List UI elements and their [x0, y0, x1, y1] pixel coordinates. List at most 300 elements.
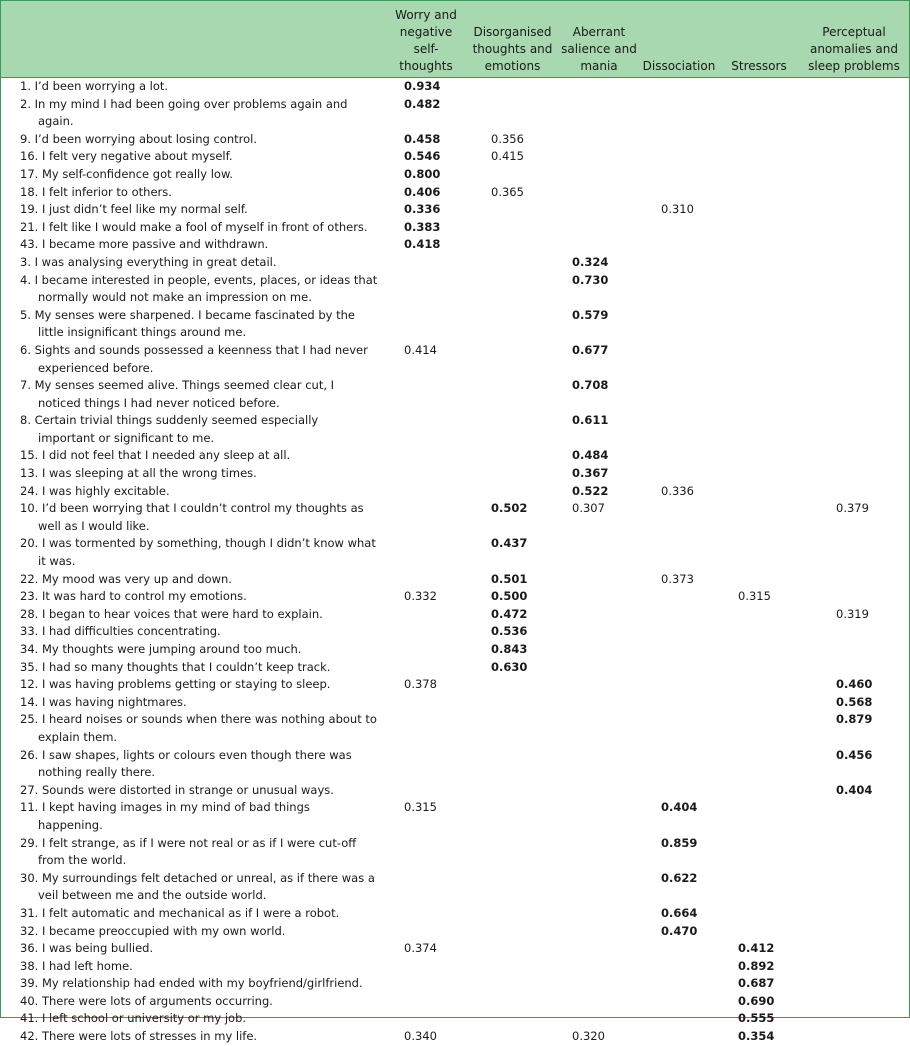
loading-worry [386, 923, 466, 941]
loading-perceptual: 0.879 [836, 712, 873, 727]
loading-worry [386, 782, 466, 800]
loading-perceptual [799, 96, 909, 131]
table-row [1, 447, 909, 465]
loading-perceptual: 0.460 [836, 677, 873, 692]
loading-disorganised [466, 78, 559, 96]
loading-perceptual [799, 201, 909, 219]
loading-disorganised [466, 483, 559, 501]
table-row [1, 782, 909, 800]
loading-stressors [719, 623, 799, 641]
loading-disorganised [466, 96, 559, 131]
loading-aberrant-salience [559, 166, 639, 184]
loading-disorganised: 0.501 [491, 571, 528, 586]
loading-stressors [719, 483, 799, 501]
loading-aberrant-salience [559, 588, 639, 606]
item-cell [1, 412, 386, 447]
loading-perceptual [799, 377, 909, 412]
loading-worry: 0.315 [404, 800, 437, 815]
loading-perceptual [799, 465, 909, 483]
item-cell [1, 975, 386, 993]
item-cell [1, 201, 386, 219]
loading-worry [386, 465, 466, 483]
loading-aberrant-salience [559, 184, 639, 202]
loading-perceptual [799, 342, 909, 377]
loading-aberrant-salience [559, 940, 639, 958]
loading-stressors [719, 782, 799, 800]
item-cell [1, 1028, 386, 1046]
loading-perceptual [799, 905, 909, 923]
loading-dissociation [639, 148, 719, 166]
item-cell [1, 571, 386, 589]
loading-worry [386, 535, 466, 570]
item-text: 23. It was hard to control my emotions. [20, 589, 247, 604]
loading-disorganised [466, 747, 559, 782]
loading-aberrant-salience [559, 131, 639, 149]
loading-dissociation: 0.622 [661, 870, 698, 885]
loading-dissociation [639, 131, 719, 149]
item-text: 8. Certain trivial things suddenly seemed especially important or significant to me. [20, 413, 319, 445]
loading-aberrant-salience: 0.579 [572, 307, 609, 322]
loading-worry [386, 377, 466, 412]
loading-perceptual [799, 535, 909, 570]
loading-aberrant-salience: 0.367 [572, 466, 609, 481]
loading-worry [386, 571, 466, 589]
loading-stressors [719, 465, 799, 483]
item-text: 42. There were lots of stresses in my life. [20, 1029, 258, 1044]
loading-aberrant-salience [559, 676, 639, 694]
item-cell [1, 606, 386, 624]
loading-disorganised: 0.843 [491, 642, 528, 656]
loading-worry: 0.383 [404, 219, 441, 234]
table-row [1, 940, 909, 958]
loading-disorganised [466, 166, 559, 184]
loading-stressors [719, 342, 799, 377]
loading-dissociation: 0.470 [661, 923, 698, 938]
item-cell [1, 782, 386, 800]
item-cell [1, 342, 386, 377]
loading-stressors [719, 184, 799, 202]
loading-perceptual [799, 307, 909, 342]
loading-perceptual [799, 131, 909, 149]
loading-worry [386, 500, 466, 535]
loading-dissociation [639, 993, 719, 1011]
item-cell [1, 184, 386, 202]
loading-aberrant-salience [559, 78, 639, 96]
loading-perceptual [799, 870, 909, 905]
table-row [1, 1028, 909, 1046]
loading-disorganised: 0.415 [491, 149, 524, 164]
loading-disorganised [466, 412, 559, 447]
loading-perceptual [799, 975, 909, 993]
loading-perceptual: 0.379 [836, 501, 869, 516]
loading-worry [386, 483, 466, 501]
loading-disorganised [466, 870, 559, 905]
item-cell [1, 958, 386, 976]
loading-aberrant-salience [559, 96, 639, 131]
item-cell [1, 465, 386, 483]
loading-aberrant-salience: 0.522 [572, 483, 609, 498]
loading-stressors [719, 219, 799, 237]
loading-perceptual [799, 1028, 909, 1046]
loading-stressors [719, 923, 799, 941]
table-row [1, 711, 909, 746]
loading-dissociation [639, 1010, 719, 1028]
loading-aberrant-salience: 0.307 [572, 501, 605, 516]
loading-perceptual [799, 588, 909, 606]
loading-perceptual [799, 184, 909, 202]
loading-worry: 0.374 [404, 941, 437, 956]
loading-perceptual [799, 659, 909, 677]
loading-stressors [719, 905, 799, 923]
loading-aberrant-salience [559, 236, 639, 254]
item-cell [1, 923, 386, 941]
loading-aberrant-salience [559, 993, 639, 1011]
table-row [1, 254, 909, 272]
loading-dissociation: 0.336 [661, 483, 694, 498]
item-cell [1, 535, 386, 570]
loading-worry [386, 307, 466, 342]
header-disorganised: Disorganised thoughts and emotions [466, 1, 559, 78]
loading-aberrant-salience: 0.324 [572, 254, 609, 269]
item-cell [1, 799, 386, 834]
loading-stressors: 0.690 [738, 993, 775, 1008]
item-text: 17. My self-confidence got really low. [20, 166, 233, 181]
loading-disorganised [466, 905, 559, 923]
loading-dissociation [639, 377, 719, 412]
loading-dissociation [639, 958, 719, 976]
item-cell [1, 676, 386, 694]
loading-disorganised: 0.536 [491, 624, 528, 639]
loading-stressors [719, 606, 799, 624]
item-cell [1, 641, 386, 659]
loading-disorganised [466, 219, 559, 237]
header-dissociation: Dissociation [639, 1, 719, 78]
table-row [1, 606, 909, 624]
loading-perceptual [799, 166, 909, 184]
table-row [1, 535, 909, 570]
item-text: 10. I’d been worrying that I couldn’t control my thoughts as well as I would like. [20, 501, 364, 533]
item-text: 30. My surroundings felt detached or unreal, as if there was a veil between me and the outside world. [20, 870, 375, 903]
item-text: 24. I was highly excitable. [20, 483, 170, 498]
loading-aberrant-salience [559, 958, 639, 976]
loading-dissociation [639, 184, 719, 202]
item-text: 29. I felt strange, as if I were not real or as if I were cut-off from the world. [20, 835, 357, 868]
loading-stressors [719, 166, 799, 184]
loading-dissociation [639, 535, 719, 570]
header-perceptual: Perceptual anomalies and sleep problems [799, 1, 909, 78]
loading-perceptual [799, 923, 909, 941]
loading-disorganised [466, 993, 559, 1011]
loading-perceptual [799, 148, 909, 166]
loading-aberrant-salience [559, 799, 639, 834]
loading-dissociation [639, 975, 719, 993]
item-text: 38. I had left home. [20, 958, 133, 973]
loading-stressors: 0.687 [738, 976, 775, 991]
loading-worry [386, 659, 466, 677]
loading-perceptual: 0.319 [836, 606, 869, 621]
loading-worry [386, 870, 466, 905]
loading-perceptual [799, 1010, 909, 1028]
loading-stressors [719, 799, 799, 834]
table-row [1, 747, 909, 782]
loading-stressors: 0.412 [738, 941, 775, 956]
loading-perceptual [799, 641, 909, 659]
item-text: 19. I just didn’t feel like my normal self. [20, 202, 248, 217]
loading-aberrant-salience: 0.730 [572, 272, 609, 287]
loading-aberrant-salience [559, 148, 639, 166]
loading-dissociation [639, 1028, 719, 1046]
loading-aberrant-salience: 0.320 [572, 1029, 605, 1044]
loading-perceptual [799, 483, 909, 501]
table-row [1, 201, 909, 219]
table-row [1, 272, 909, 307]
loading-worry [386, 711, 466, 746]
loading-dissociation [639, 166, 719, 184]
loading-dissociation [639, 659, 719, 677]
loading-dissociation [639, 500, 719, 535]
loading-stressors [719, 711, 799, 746]
loading-dissociation [639, 412, 719, 447]
loading-stressors [719, 272, 799, 307]
loading-perceptual [799, 272, 909, 307]
loading-disorganised: 0.356 [491, 131, 524, 146]
table-row [1, 377, 909, 412]
loading-worry: 0.332 [404, 589, 437, 604]
header-item [1, 1, 386, 78]
loading-disorganised [466, 694, 559, 712]
loading-disorganised [466, 307, 559, 342]
loading-stressors [719, 254, 799, 272]
loading-aberrant-salience [559, 219, 639, 237]
loading-stressors [719, 835, 799, 870]
item-text: 1. I’d been worrying a lot. [20, 79, 169, 93]
item-cell [1, 1010, 386, 1028]
loading-perceptual: 0.456 [836, 747, 873, 762]
loading-worry [386, 958, 466, 976]
table-row [1, 659, 909, 677]
item-text: 36. I was being bullied. [20, 941, 154, 956]
item-cell [1, 447, 386, 465]
loading-disorganised: 0.630 [491, 659, 528, 674]
table-row [1, 623, 909, 641]
loading-stressors [719, 870, 799, 905]
loading-worry [386, 606, 466, 624]
item-text: 31. I felt automatic and mechanical as if I were a robot. [20, 905, 340, 920]
item-cell [1, 623, 386, 641]
loading-worry [386, 694, 466, 712]
loading-disorganised [466, 1010, 559, 1028]
item-text: 15. I did not feel that I needed any sleep at all. [20, 448, 291, 463]
item-text: 4. I became interested in people, events, places, or ideas that normally would not make an impression on me. [20, 272, 378, 305]
item-text: 43. I became more passive and withdrawn. [20, 237, 269, 252]
loading-perceptual [799, 571, 909, 589]
table-row [1, 236, 909, 254]
loading-dissociation: 0.859 [661, 835, 698, 850]
loading-aberrant-salience [559, 870, 639, 905]
item-text: 12. I was having problems getting or staying to sleep. [20, 677, 331, 692]
loading-stressors: 0.354 [738, 1029, 775, 1044]
loading-dissociation [639, 465, 719, 483]
loading-disorganised [466, 201, 559, 219]
table-row [1, 184, 909, 202]
loading-dissociation [639, 254, 719, 272]
loading-perceptual [799, 799, 909, 834]
loading-worry [386, 412, 466, 447]
table-row [1, 571, 909, 589]
loading-worry [386, 1010, 466, 1028]
item-text: 16. I felt very negative about myself. [20, 149, 233, 164]
loading-aberrant-salience [559, 694, 639, 712]
loading-disorganised [466, 254, 559, 272]
table-row [1, 483, 909, 501]
item-text: 18. I felt inferior to others. [20, 184, 172, 199]
loading-worry [386, 747, 466, 782]
loading-perceptual [799, 958, 909, 976]
loading-worry [386, 905, 466, 923]
item-cell [1, 307, 386, 342]
loading-disorganised: 0.365 [491, 184, 524, 199]
loading-aberrant-salience [559, 535, 639, 570]
item-text: 25. I heard noises or sounds when there was nothing about to explain them. [20, 712, 377, 744]
loading-worry: 0.482 [404, 96, 441, 111]
loading-disorganised [466, 1028, 559, 1046]
loading-dissociation: 0.664 [661, 905, 698, 920]
table-row [1, 923, 909, 941]
item-cell [1, 236, 386, 254]
header-stressors: Stressors [719, 1, 799, 78]
table-row [1, 1010, 909, 1028]
item-cell [1, 905, 386, 923]
item-text: 11. I kept having images in my mind of bad things happening. [20, 800, 310, 832]
item-text: 41. I left school or university or my job. [20, 1011, 247, 1026]
table-row [1, 641, 909, 659]
item-text: 21. I felt like I would make a fool of myself in front of others. [20, 219, 368, 234]
table-row [1, 412, 909, 447]
loading-aberrant-salience [559, 201, 639, 219]
item-text: 33. I had difficulties concentrating. [20, 624, 221, 639]
loading-worry: 0.414 [404, 342, 437, 357]
loading-dissociation [639, 606, 719, 624]
loading-worry: 0.340 [404, 1029, 437, 1044]
loading-disorganised [466, 465, 559, 483]
item-text: 22. My mood was very up and down. [20, 571, 232, 586]
loading-disorganised: 0.437 [491, 536, 528, 551]
loading-dissociation: 0.310 [661, 202, 694, 217]
item-cell [1, 483, 386, 501]
table-row [1, 870, 909, 905]
table-row [1, 958, 909, 976]
loading-worry: 0.546 [404, 149, 441, 164]
loading-dissociation [639, 447, 719, 465]
loading-stressors [719, 500, 799, 535]
loading-disorganised [466, 799, 559, 834]
table-body [1, 78, 909, 1046]
item-text: 13. I was sleeping at all the wrong times. [20, 466, 257, 481]
table-row [1, 975, 909, 993]
loading-stressors [719, 148, 799, 166]
loading-disorganised: 0.472 [491, 606, 528, 621]
loading-aberrant-salience [559, 623, 639, 641]
loading-disorganised [466, 272, 559, 307]
loading-stressors [719, 535, 799, 570]
loading-disorganised [466, 342, 559, 377]
item-cell [1, 588, 386, 606]
loading-stressors [719, 641, 799, 659]
table-row [1, 307, 909, 342]
loading-dissociation [639, 940, 719, 958]
loading-dissociation [639, 96, 719, 131]
table-row [1, 78, 909, 96]
loading-aberrant-salience [559, 711, 639, 746]
loading-stressors: 0.892 [738, 958, 775, 973]
loading-worry: 0.418 [404, 237, 441, 252]
loading-dissociation [639, 623, 719, 641]
loading-perceptual [799, 412, 909, 447]
loading-disorganised [466, 975, 559, 993]
table-row [1, 465, 909, 483]
loading-aberrant-salience [559, 782, 639, 800]
loading-worry [386, 641, 466, 659]
loading-worry [386, 254, 466, 272]
item-text: 2. In my mind I had been going over problems again and again. [20, 96, 348, 129]
loading-aberrant-salience: 0.708 [572, 378, 609, 393]
loading-aberrant-salience [559, 606, 639, 624]
loading-dissociation [639, 676, 719, 694]
item-text: 27. Sounds were distorted in strange or unusual ways. [20, 782, 334, 797]
loading-perceptual [799, 254, 909, 272]
loading-worry: 0.336 [404, 202, 441, 217]
item-text: 20. I was tormented by something, though I didn’t know what it was. [20, 536, 376, 569]
loading-worry [386, 975, 466, 993]
factor-loadings-table [1, 1, 909, 1046]
table-row [1, 342, 909, 377]
item-text: 40. There were lots of arguments occurring. [20, 993, 273, 1008]
loading-worry [386, 447, 466, 465]
item-cell [1, 219, 386, 237]
loading-disorganised [466, 711, 559, 746]
item-cell [1, 711, 386, 746]
loading-perceptual [799, 219, 909, 237]
item-text: 6. Sights and sounds possessed a keenness that I had never experienced before. [20, 342, 368, 375]
loading-worry [386, 623, 466, 641]
loading-perceptual [799, 835, 909, 870]
item-cell [1, 78, 386, 96]
loading-disorganised [466, 940, 559, 958]
table-row [1, 694, 909, 712]
item-cell [1, 254, 386, 272]
loading-disorganised: 0.500 [491, 589, 528, 604]
loading-perceptual [799, 447, 909, 465]
loading-aberrant-salience [559, 905, 639, 923]
loading-stressors [719, 236, 799, 254]
item-cell [1, 940, 386, 958]
item-cell [1, 659, 386, 677]
table-row [1, 905, 909, 923]
loading-perceptual [799, 78, 909, 96]
loading-dissociation [639, 307, 719, 342]
loading-stressors [719, 377, 799, 412]
table-row [1, 96, 909, 131]
loading-dissociation [639, 694, 719, 712]
item-text: 32. I became preoccupied with my own world. [20, 923, 286, 938]
loading-stressors: 0.555 [738, 1011, 775, 1026]
loading-worry [386, 835, 466, 870]
table-row [1, 166, 909, 184]
loading-dissociation [639, 588, 719, 606]
loading-dissociation [639, 782, 719, 800]
loading-aberrant-salience: 0.484 [572, 448, 609, 463]
table-row [1, 148, 909, 166]
